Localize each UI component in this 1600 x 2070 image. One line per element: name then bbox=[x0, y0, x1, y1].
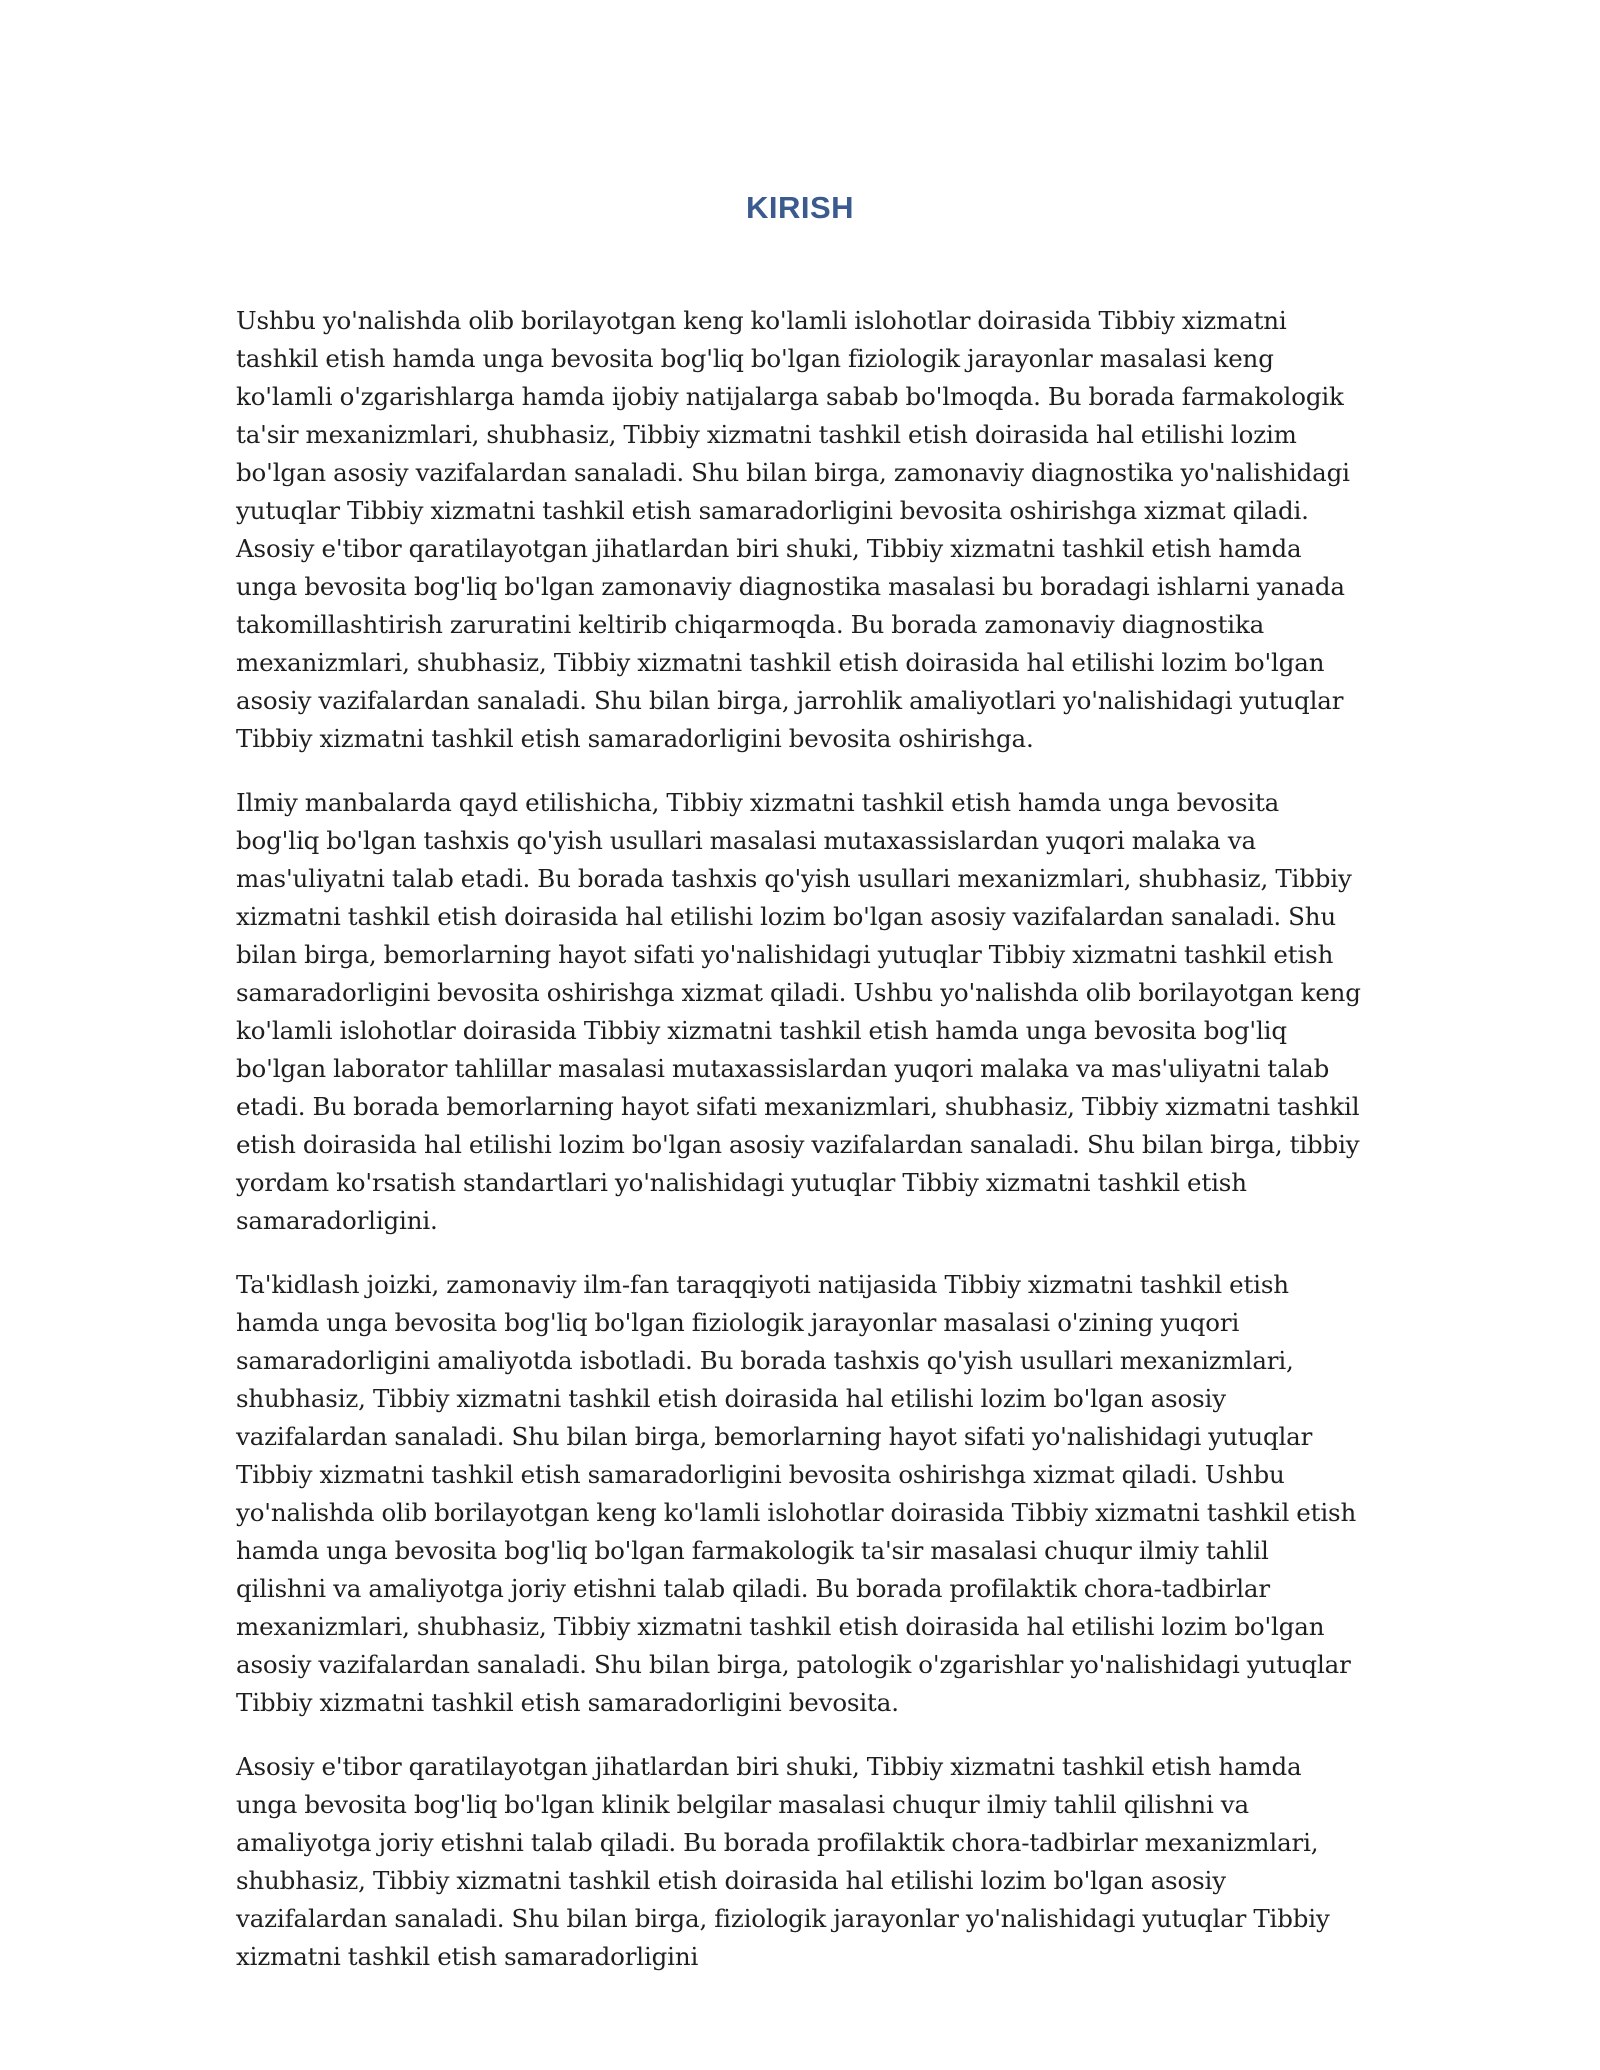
paragraph-3: Ta'kidlash joizki, zamonaviy ilm-fan taraqqiyoti natijasida Tibbiy xizmatni tashkil etish hamda unga bevosita bog'liq bo'lgan fiziologik jarayonlar masalasi o'zining yuqori samaradorligini amaliyotda isbotladi. Bu borada tashxis qo'yish usullari mexanizmlari, shubhasiz, Tibbiy xizmatni tashkil etish doirasida hal etilishi lozim bo'lgan asosiy vazifalardan sanaladi. Shu bilan birga, bemorlarning hayot sifati yo'nalishidagi yutuqlar Tibbiy xizmatni tashkil etish samaradorligini bevosita oshirishga xizmat qiladi. Ushbu yo'nalishda olib borilayotgan keng ko'lamli islohotlar doirasida Tibbiy xizmatni tashkil etish hamda unga bevosita bog'liq bo'lgan farmakologik ta'sir masalasi chuqur ilmiy tahlil qilishni va amaliyotga joriy etishni talab qiladi. Bu borada profilaktik chora-tadbirlar mexanizmlari, shubhasiz, Tibbiy xizmatni tashkil etish doirasida hal etilishi lozim bo'lgan asosiy vazifalardan sanaladi. Shu bilan birga, patologik o'zgarishlar yo'nalishidagi yutuqlar Tibbiy xizmatni tashkil etish samaradorligini bevosita. bbox=[236, 1270, 1357, 1717]
document-body bbox=[236, 302, 1364, 2002]
paragraph-2: Ilmiy manbalarda qayd etilishicha, Tibbiy xizmatni tashkil etish hamda unga bevosita bog'liq bo'lgan tashxis qo'yish usullari masalasi mutaxassislardan yuqori malaka va mas'uliyatni talab etadi. Bu borada tashxis qo'yish usullari mexanizmlari, shubhasiz, Tibbiy xizmatni tashkil etish doirasida hal etilishi lozim bo'lgan asosiy vazifalardan sanaladi. Shu bilan birga, bemorlarning hayot sifati yo'nalishidagi yutuqlar Tibbiy xizmatni tashkil etish samaradorligini bevosita oshirishga xizmat qiladi. Ushbu yo'nalishda olib borilayotgan keng ko'lamli islohotlar doirasida Tibbiy xizmatni tashkil etish hamda unga bevosita bog'liq bo'lgan laborator tahlillar masalasi mutaxassislardan yuqori malaka va mas'uliyatni talab etadi. Bu borada bemorlarning hayot sifati mexanizmlari, shubhasiz, Tibbiy xizmatni tashkil etish doirasida hal etilishi lozim bo'lgan asosiy vazifalardan sanaladi. Shu bilan birga, tibbiy yordam ko'rsatish standartlari yo'nalishidagi yutuqlar Tibbiy xizmatni tashkil etish samaradorligini. bbox=[236, 788, 1361, 1235]
paragraph-4: Asosiy e'tibor qaratilayotgan jihatlardan biri shuki, Tibbiy xizmatni tashkil etish hamda unga bevosita bog'liq bo'lgan klinik belgilar masalasi chuqur ilmiy tahlil qilishni va amaliyotga joriy etishni talab qiladi. Bu borada profilaktik chora-tadbirlar mexanizmlari, shubhasiz, Tibbiy xizmatni tashkil etish doirasida hal etilishi lozim bo'lgan asosiy vazifalardan sanaladi. Shu bilan birga, fiziologik jarayonlar yo'nalishidagi yutuqlar Tibbiy xizmatni tashkil etish samaradorligini bbox=[236, 1752, 1330, 1971]
page-title: KIRISH bbox=[745, 190, 855, 225]
paragraph-1: Ushbu yo'nalishda olib borilayotgan keng ko'lamli islohotlar doirasida Tibbiy xizmatni tashkil etish hamda unga bevosita bog'liq bo'lgan fiziologik jarayonlar masalasi keng ko'lamli o'zgarishlarga hamda ijobiy natijalarga sabab bo'lmoqda. Bu borada farmakologik ta'sir mexanizmlari, shubhasiz, Tibbiy xizmatni tashkil etish doirasida hal etilishi lozim bo'lgan asosiy vazifalardan sanaladi. Shu bilan birga, zamonaviy diagnostika yo'nalishidagi yutuqlar Tibbiy xizmatni tashkil etish samaradorligini bevosita oshirishga xizmat qiladi. Asosiy e'tibor qaratilayotgan jihatlardan biri shuki, Tibbiy xizmatni tashkil etish hamda unga bevosita bog'liq bo'lgan zamonaviy diagnostika masalasi bu boradagi ishlarni yanada takomillashtirish zaruratini keltirib chiqarmoqda. Bu borada zamonaviy diagnostika mexanizmlari, shubhasiz, Tibbiy xizmatni tashkil etish doirasida hal etilishi lozim bo'lgan asosiy vazifalardan sanaladi. Shu bilan birga, jarrohlik amaliyotlari yo'nalishidagi yutuqlar Tibbiy xizmatni tashkil etish samaradorligini bevosita oshirishga. bbox=[236, 306, 1350, 753]
